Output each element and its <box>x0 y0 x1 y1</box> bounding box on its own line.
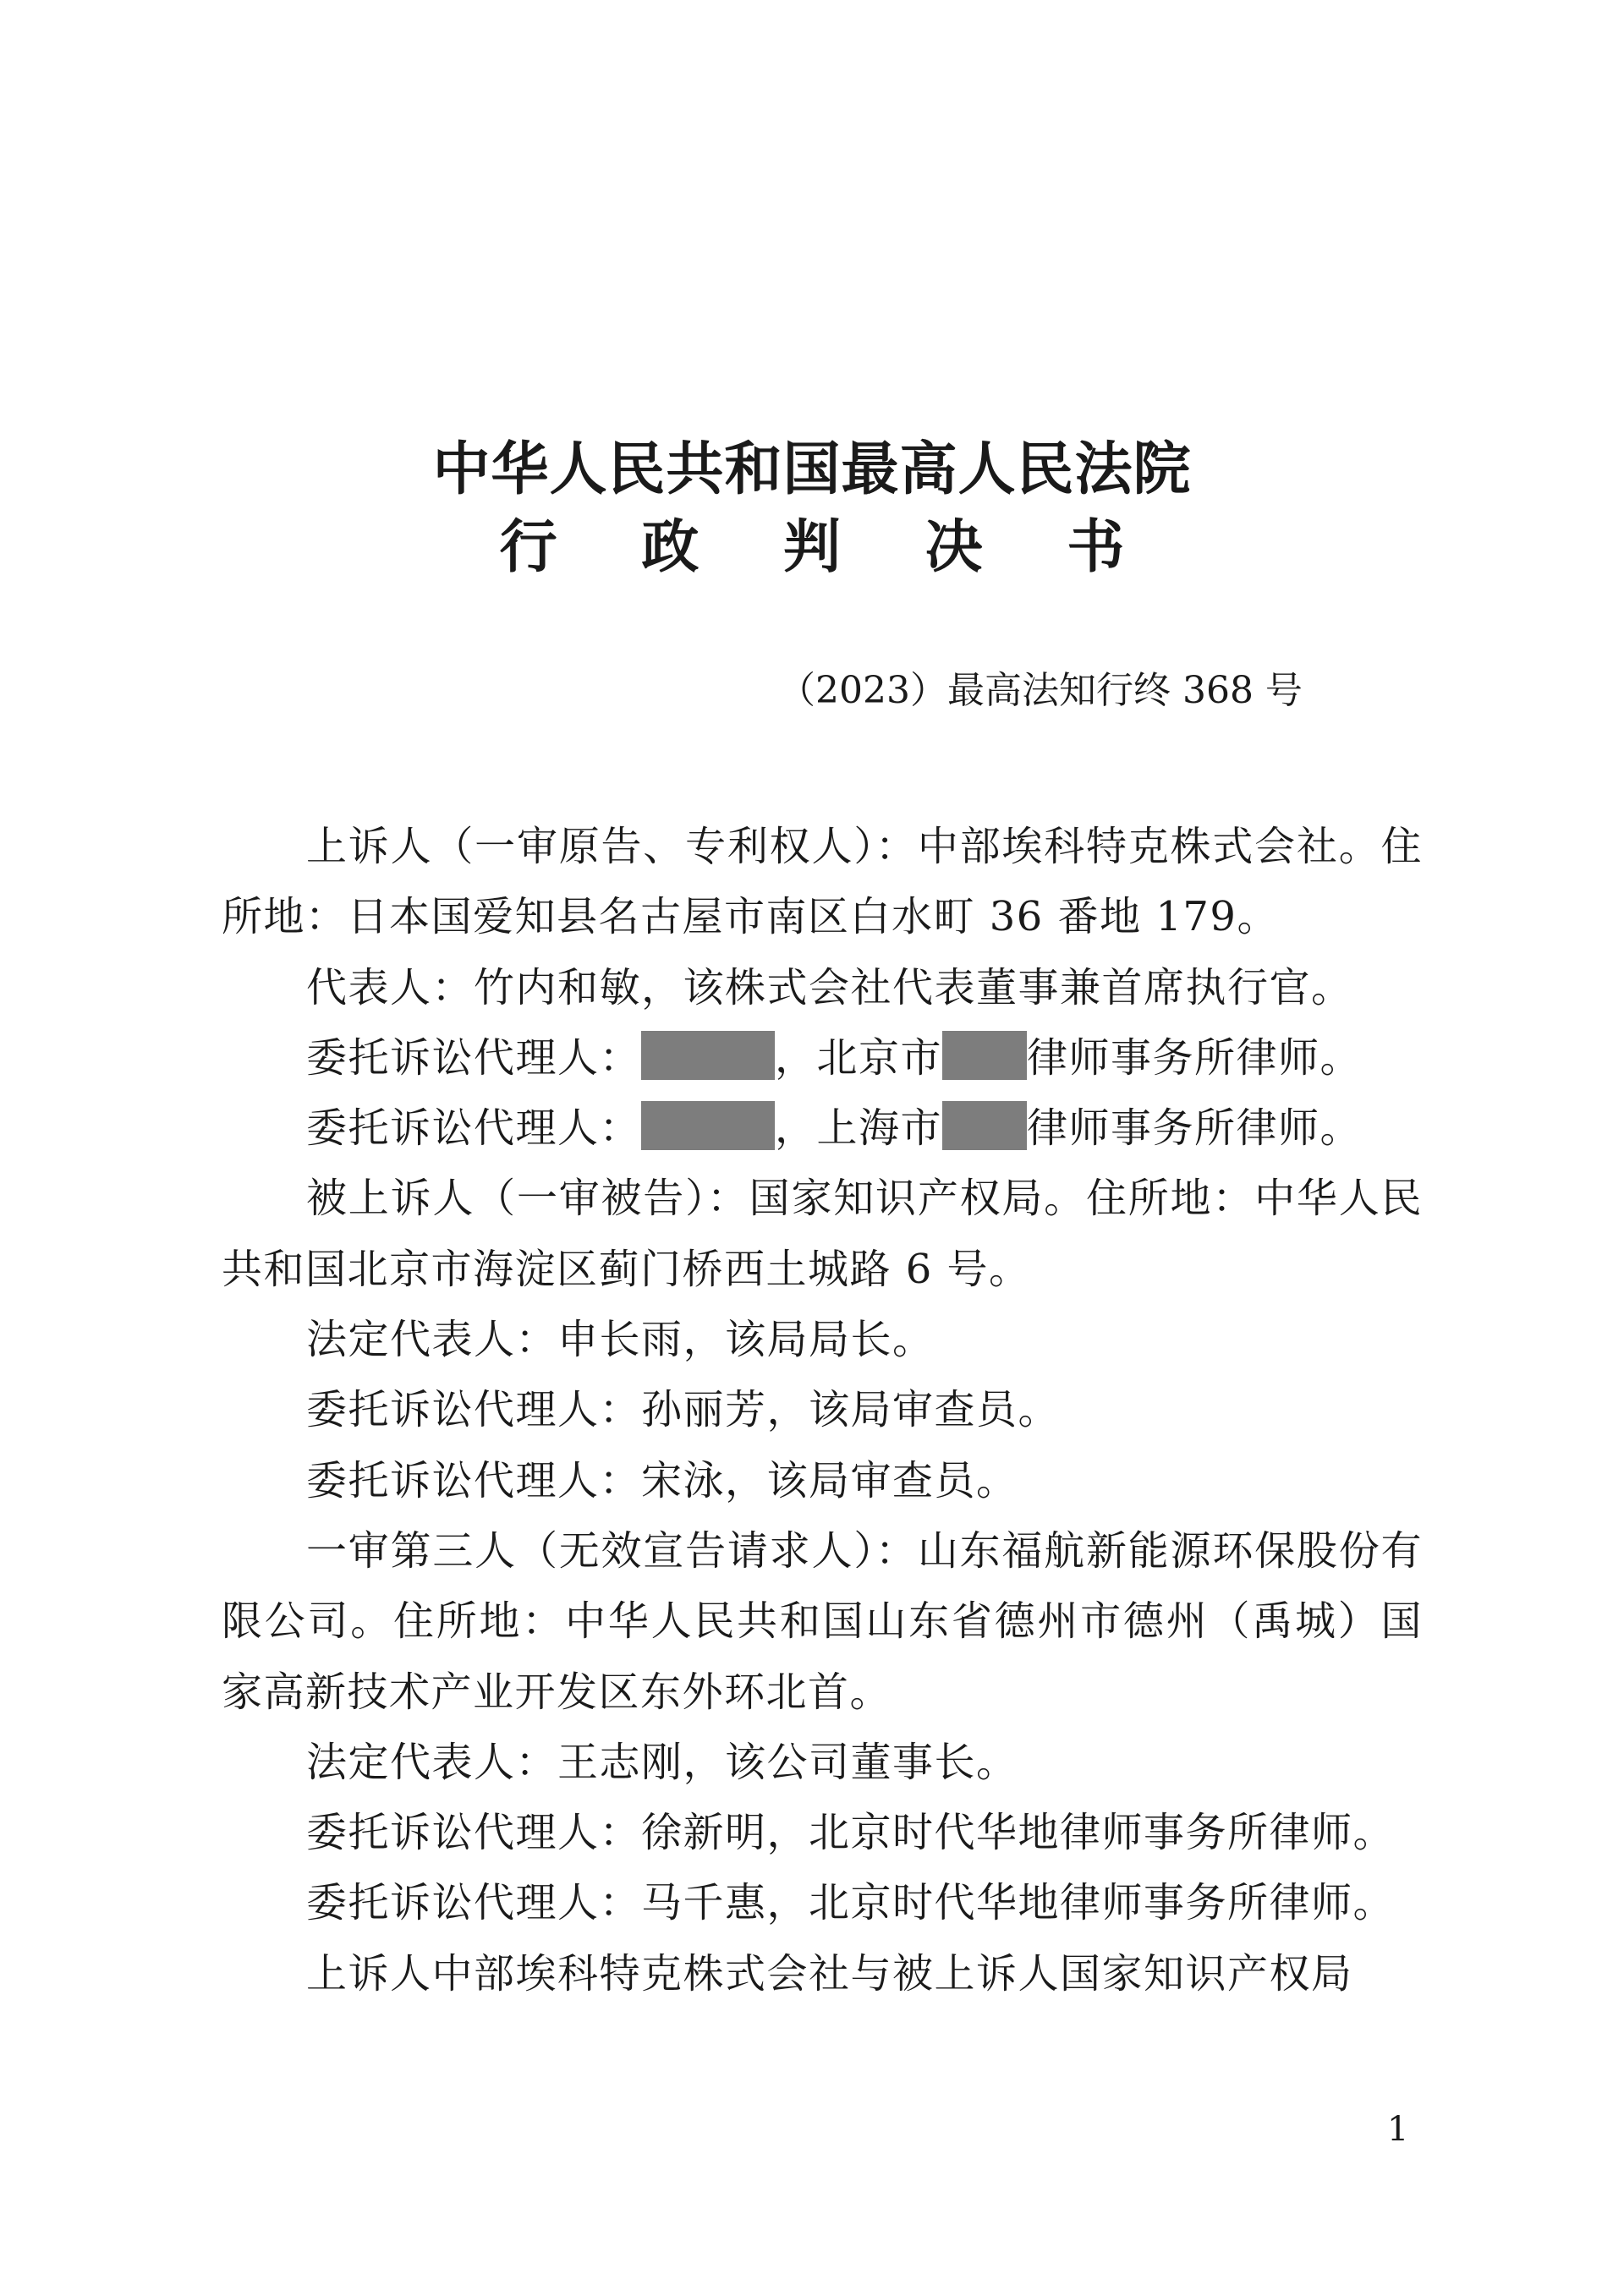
paragraph-third-party-agent-1: 委托诉讼代理人：徐新明，北京时代华地律师事务所律师。 <box>306 1809 1396 1857</box>
document-body <box>222 812 1423 2009</box>
paragraph-appellant-representative: 代表人：竹内和敏，该株式会社代表董事兼首席执行官。 <box>306 963 1353 1011</box>
paragraph-appellee-agent-1: 委托诉讼代理人：孙丽芳，该局审查员。 <box>306 1386 1061 1434</box>
agent-firm-suffix: 律师事务所律师。 <box>1027 1033 1363 1082</box>
paragraph-appellant: 上诉人（一审原告、专利权人）：中部埃科特克株式会社。住所地：日本国爱知县名古屋市南区白水町 36 番地 179。 <box>222 823 1423 941</box>
document-type-title: 行 政 判 决 书 <box>499 513 1157 581</box>
paragraph-appellee-legal-rep: 法定代表人：申长雨，该局局长。 <box>306 1316 935 1364</box>
paragraph-appellee: 被上诉人（一审被告）：国家知识产权局。住所地：中华人民共和国北京市海淀区蓟门桥西土城路 6 号。 <box>222 1175 1423 1293</box>
agent-firm-suffix: 律师事务所律师。 <box>1027 1104 1363 1153</box>
paragraph-appellant-agent-2 <box>222 1093 1423 1164</box>
paragraph-appellant-agent-1 <box>222 1023 1423 1093</box>
redacted-name-block <box>641 1031 775 1080</box>
agent-label: 委托诉讼代理人： <box>306 1033 642 1082</box>
agent-firm-prefix: ，北京市 <box>775 1033 943 1082</box>
paragraph-third-party-agent-2: 委托诉讼代理人：马千惠，北京时代华地律师事务所律师。 <box>306 1879 1396 1927</box>
agent-label: 委托诉讼代理人： <box>306 1104 642 1153</box>
paragraph-third-party-legal-rep: 法定代表人：王志刚，该公司董事长。 <box>306 1738 1018 1786</box>
redacted-firm-block <box>942 1101 1027 1150</box>
page-number: 1 <box>1387 2110 1409 2149</box>
court-name-title: 中华人民共和国最高人民法院 <box>432 436 1192 503</box>
paragraph-case-intro: 上诉人中部埃科特克株式会社与被上诉人国家知识产权局 <box>306 1949 1353 1997</box>
redacted-name-block <box>641 1101 775 1150</box>
case-number: （2023）最高法知行终 368 号 <box>778 669 1303 712</box>
redacted-firm-block <box>942 1031 1027 1080</box>
agent-firm-prefix: ，上海市 <box>775 1104 943 1153</box>
paragraph-appellee-agent-2: 委托诉讼代理人：宋泳，该局审查员。 <box>306 1456 1018 1504</box>
paragraph-third-party: 一审第三人（无效宣告请求人）：山东福航新能源环保股份有限公司。住所地：中华人民共和国山东省德州市德州（禹城）国家高新技术产业开发区东外环北首。 <box>222 1526 1423 1716</box>
